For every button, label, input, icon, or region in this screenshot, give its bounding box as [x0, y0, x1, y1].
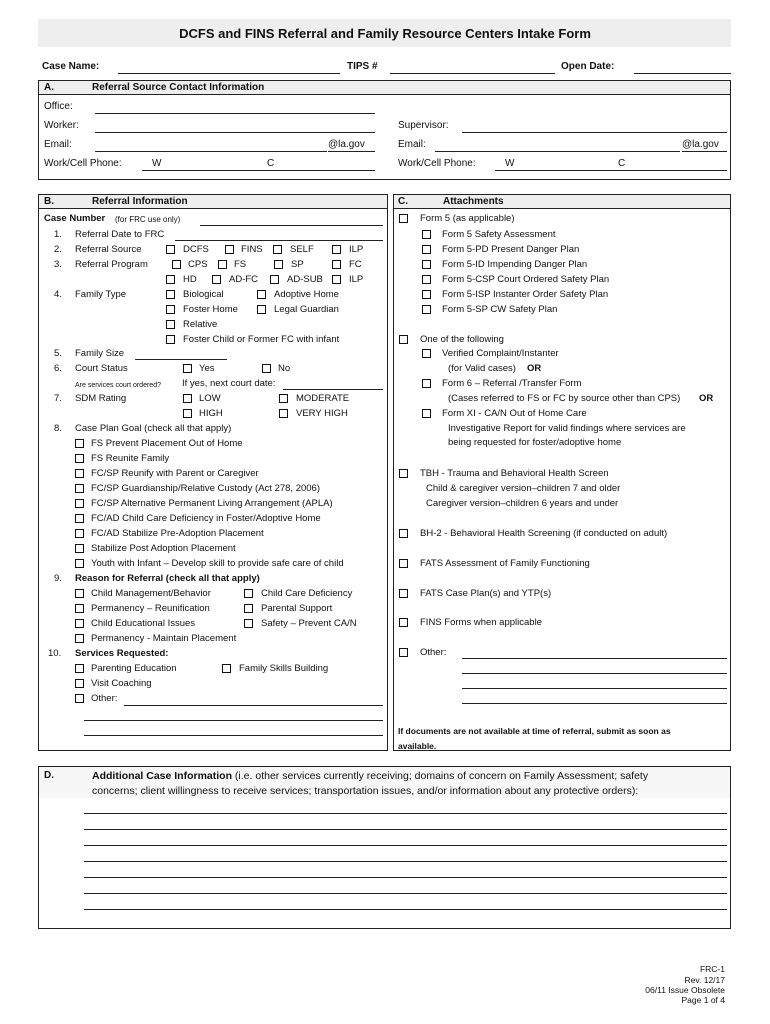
program-fc-label: FC — [349, 259, 362, 270]
worker-email-label: Email: — [44, 139, 72, 150]
tbh-label: TBH - Trauma and Behavioral Health Screen — [420, 468, 609, 479]
bh2-label: BH-2 - Behavioral Health Screening (if conducted on adult) — [420, 528, 668, 539]
tbh-checkbox[interactable] — [399, 469, 408, 478]
family-biological-label: Biological — [183, 289, 224, 300]
reason-edu-checkbox[interactable] — [75, 619, 84, 628]
fats-plan-checkbox[interactable] — [399, 589, 408, 598]
service-visit-checkbox[interactable] — [75, 679, 84, 688]
section-d-heading — [92, 770, 648, 782]
section-d-desc2: concerns; client willingness to receive services; transportation issues, and/or information about any protective orders): — [92, 785, 639, 797]
attach-other-label: Other: — [420, 647, 447, 658]
source-fins-label: FINS — [241, 244, 263, 255]
supervisor-phone-label: Work/Cell Phone: — [398, 158, 476, 169]
family-foster-child-label: Foster Child or Former FC with infant — [183, 334, 340, 345]
program-cps-checkbox[interactable] — [172, 260, 181, 269]
reason-safety-checkbox[interactable] — [244, 619, 253, 628]
formxi-label: Form XI - CA/N Out of Home Care — [442, 408, 587, 419]
program-fs-checkbox[interactable] — [218, 260, 227, 269]
additional-info-line[interactable] — [84, 845, 727, 846]
tbh-child-version: Child & caregiver version–children 7 and older — [426, 483, 621, 494]
program-ilp-checkbox[interactable] — [332, 275, 341, 284]
section-d-title: Additional Case Information — [92, 770, 233, 782]
reason-child-mgmt-label: Child Management/Behavior — [91, 588, 211, 599]
section-b-letter: B. — [44, 196, 54, 207]
family-adoptive-checkbox[interactable] — [257, 290, 266, 299]
item-number: 5. — [54, 348, 62, 359]
form-title: DCFS and FINS Referral and Family Resource Centers Intake Form — [179, 26, 591, 41]
service-other-field-2[interactable] — [84, 720, 383, 721]
worker-phone-field[interactable] — [142, 170, 375, 171]
program-hd-checkbox[interactable] — [166, 275, 175, 284]
reason-perm-reun-checkbox[interactable] — [75, 604, 84, 613]
service-other-field[interactable] — [124, 705, 383, 706]
program-sp-label: SP — [291, 259, 304, 270]
family-foster-checkbox[interactable] — [166, 305, 175, 314]
supervisor-phone-w: W — [505, 158, 515, 169]
family-legal-label: Legal Guardian — [274, 304, 339, 315]
goal-checkbox[interactable] — [75, 469, 84, 478]
goal-checkbox[interactable] — [75, 529, 84, 538]
goal-checkbox[interactable] — [75, 484, 84, 493]
fins-checkbox[interactable] — [399, 618, 408, 627]
goal-checkbox[interactable] — [75, 514, 84, 523]
additional-info-line[interactable] — [84, 813, 727, 814]
program-adfc-checkbox[interactable] — [212, 275, 221, 284]
supervisor-email-field[interactable] — [435, 151, 680, 152]
court-yes-checkbox[interactable] — [183, 364, 192, 373]
item-number: 2. — [54, 244, 62, 255]
worker-email-field[interactable] — [95, 151, 327, 152]
case-name-label: Case Name: — [42, 61, 100, 72]
section-a — [38, 80, 731, 180]
section-a-letter: A. — [44, 82, 54, 93]
form5-item-checkbox[interactable] — [422, 245, 431, 254]
supervisor-email-domain-line — [682, 151, 727, 152]
tips-label: TIPS # — [347, 61, 378, 72]
form6-label: Form 6 – Referral /Transfer Form — [442, 378, 582, 389]
referral-program-label: Referral Program — [75, 259, 148, 270]
section-a-title: Referral Source Contact Information — [92, 82, 265, 93]
form5-item-label: Form 5-PD Present Danger Plan — [442, 244, 580, 255]
goal-label: FC/SP Guardianship/Relative Custody (Act 278, 2006) — [91, 483, 320, 494]
open-date-field[interactable] — [634, 73, 731, 74]
court-no-checkbox[interactable] — [262, 364, 271, 373]
sdm-high-label: HIGH — [199, 408, 223, 419]
supervisor-email-domain: @la.gov — [682, 139, 719, 150]
goal-checkbox[interactable] — [75, 559, 84, 568]
one-of-following-checkbox[interactable] — [399, 335, 408, 344]
service-parenting-checkbox[interactable] — [75, 664, 84, 673]
services-requested-label: Services Requested: — [75, 648, 169, 659]
service-parenting-label: Parenting Education — [91, 663, 177, 674]
item-number: 4. — [54, 289, 62, 300]
supervisor-label: Supervisor: — [398, 120, 449, 131]
formxi-checkbox[interactable] — [422, 409, 431, 418]
additional-info-line[interactable] — [84, 909, 727, 910]
program-fs-label: FS — [234, 259, 247, 270]
item-number: 8. — [54, 423, 62, 434]
family-relative-checkbox[interactable] — [166, 320, 175, 329]
sdm-very-high-checkbox[interactable] — [279, 409, 288, 418]
court-yes-label: Yes — [199, 363, 215, 374]
form5-item-checkbox[interactable] — [422, 260, 431, 269]
tbh-caregiver-version: Caregiver version–children 6 years and under — [426, 498, 619, 509]
sdm-moderate-label: MODERATE — [296, 393, 350, 404]
service-family-skills-checkbox[interactable] — [222, 664, 231, 673]
court-status-label: Court Status — [75, 363, 128, 374]
sdm-moderate-checkbox[interactable] — [279, 394, 288, 403]
attach-other-field-2[interactable] — [462, 673, 727, 674]
reason-child-care-checkbox[interactable] — [244, 589, 253, 598]
goal-label: FC/AD Child Care Deficiency in Foster/Adoptive Home — [91, 513, 321, 524]
family-relative-label: Relative — [183, 319, 218, 330]
reason-parental-label: Parental Support — [261, 603, 333, 614]
family-biological-checkbox[interactable] — [166, 290, 175, 299]
item-number: 9. — [54, 573, 62, 584]
source-fins-checkbox[interactable] — [225, 245, 234, 254]
next-court-date-label: If yes, next court date: — [182, 378, 276, 389]
supervisor-field[interactable] — [462, 132, 727, 133]
reason-perm-maint-label: Permanency - Maintain Placement — [91, 633, 237, 644]
attachments-note-line1: If documents are not available at time of referral, submit as soon as — [398, 726, 671, 736]
form5-item-checkbox[interactable] — [422, 305, 431, 314]
source-ilp-checkbox[interactable] — [332, 245, 341, 254]
supervisor-email-label: Email: — [398, 139, 426, 150]
form5-item-label: Form 5-SP CW Safety Plan — [442, 304, 558, 315]
tips-field[interactable] — [390, 73, 555, 74]
service-other-checkbox[interactable] — [75, 694, 84, 703]
form5-item-checkbox[interactable] — [422, 275, 431, 284]
goal-label: FS Reunite Family — [91, 453, 170, 464]
family-legal-checkbox[interactable] — [257, 305, 266, 314]
form5-item-checkbox[interactable] — [422, 230, 431, 239]
section-c-title: Attachments — [443, 196, 504, 207]
sdm-rating-label: SDM Rating — [75, 393, 127, 404]
service-other-label: Other: — [91, 693, 118, 704]
attach-other-checkbox[interactable] — [399, 648, 408, 657]
program-sp-checkbox[interactable] — [274, 260, 283, 269]
form5-item-label: Form 5 Safety Assessment — [442, 229, 556, 240]
program-adsub-label: AD-SUB — [287, 274, 323, 285]
family-type-label: Family Type — [75, 289, 127, 300]
service-family-skills-label: Family Skills Building — [239, 663, 329, 674]
form5-item-checkbox[interactable] — [422, 290, 431, 299]
one-of-following-label: One of the following — [420, 334, 504, 345]
form5-item-label: Form 5-ID Impending Danger Plan — [442, 259, 588, 270]
family-foster-label: Foster Home — [183, 304, 238, 315]
goal-label: Stabilize Post Adoption Placement — [91, 543, 236, 554]
program-adfc-label: AD-FC — [229, 274, 259, 285]
footer-obsolete: 06/11 Issue Obsolete — [645, 985, 725, 995]
attach-other-field-3[interactable] — [462, 688, 727, 689]
program-ilp-label: ILP — [349, 274, 364, 285]
family-foster-child-checkbox[interactable] — [166, 335, 175, 344]
worker-field[interactable] — [95, 132, 375, 133]
program-adsub-checkbox[interactable] — [270, 275, 279, 284]
attach-other-field[interactable] — [462, 658, 727, 659]
office-label: Office: — [44, 101, 73, 112]
next-court-date-field[interactable] — [283, 389, 383, 390]
reason-child-care-label: Child Care Deficiency — [261, 588, 353, 599]
reason-for-referral-label: Reason for Referral (check all that apply) — [75, 573, 260, 584]
goal-label: FC/AD Stabilize Pre-Adoption Placement — [91, 528, 264, 539]
section-c-letter: C. — [398, 196, 408, 207]
fats-label: FATS Assessment of Family Functioning — [420, 558, 590, 569]
goal-label: FC/SP Alternative Permanent Living Arrangement (APLA) — [91, 498, 333, 509]
worker-email-domain: @la.gov — [328, 139, 365, 150]
or-label: OR — [527, 363, 542, 374]
valid-cases-note: (for Valid cases) — [448, 363, 516, 374]
source-ilp-label: ILP — [349, 244, 364, 255]
referral-source-label: Referral Source — [75, 244, 142, 255]
item-number: 6. — [54, 363, 62, 374]
verified-complaint-checkbox[interactable] — [422, 349, 431, 358]
reason-perm-maint-checkbox[interactable] — [75, 634, 84, 643]
source-dcfs-checkbox[interactable] — [166, 245, 175, 254]
additional-info-line[interactable] — [84, 877, 727, 878]
or-label: OR — [699, 393, 714, 404]
attachments-note-line2: available. — [398, 741, 437, 751]
source-self-checkbox[interactable] — [273, 245, 282, 254]
item-number: 1. — [54, 229, 62, 240]
section-d-desc1: (i.e. other services currently receiving; domains of concern on Family Assessment; safety — [232, 770, 649, 782]
item-number: 7. — [54, 393, 62, 404]
court-ordered-question: Are services court ordered? — [75, 382, 161, 389]
footer-page: Page 1 of 4 — [681, 995, 725, 1005]
form5-label: Form 5 (as applicable) — [420, 213, 515, 224]
family-size-label: Family Size — [75, 348, 125, 359]
open-date-label: Open Date: — [561, 61, 615, 72]
case-name-field[interactable] — [118, 73, 340, 74]
goal-label: FS Prevent Placement Out of Home — [91, 438, 243, 449]
case-number-field[interactable] — [200, 225, 383, 226]
cases-referred-note: (Cases referred to FS or FC by source other than CPS) — [448, 393, 681, 404]
item-number: 10. — [48, 648, 62, 659]
form5-checkbox[interactable] — [399, 214, 408, 223]
verified-complaint-label: Verified Complaint/Instanter — [442, 348, 559, 359]
goal-checkbox[interactable] — [75, 454, 84, 463]
family-size-field[interactable] — [135, 359, 227, 360]
form5-item-label: Form 5-ISP Instanter Order Safety Plan — [442, 289, 609, 300]
worker-phone-w: W — [152, 158, 162, 169]
case-number-label: Case Number — [44, 213, 106, 224]
fins-label: FINS Forms when applicable — [420, 617, 542, 628]
fats-checkbox[interactable] — [399, 559, 408, 568]
fats-plan-label: FATS Case Plan(s) and YTP(s) — [420, 588, 552, 599]
worker-email-domain-line — [328, 151, 375, 152]
reason-edu-label: Child Educational Issues — [91, 618, 196, 629]
sdm-high-checkbox[interactable] — [183, 409, 192, 418]
goal-label: FC/SP Reunify with Parent or Caregiver — [91, 468, 259, 479]
additional-info-line[interactable] — [84, 893, 727, 894]
worker-label: Worker: — [44, 120, 79, 131]
sdm-low-checkbox[interactable] — [183, 394, 192, 403]
reason-safety-label: Safety – Prevent CA/N — [261, 618, 357, 629]
footer-rev: Rev. 12/17 — [684, 975, 725, 985]
reason-child-mgmt-checkbox[interactable] — [75, 589, 84, 598]
form5-item-label: Form 5-CSP Court Ordered Safety Plan — [442, 274, 610, 285]
additional-info-line[interactable] — [84, 861, 727, 862]
attach-other-field-4[interactable] — [462, 703, 727, 704]
goal-label: Youth with Infant – Develop skill to provide safe care of child — [91, 558, 344, 569]
section-d-letter: D. — [44, 770, 54, 781]
investigative-report-line1: Investigative Report for valid findings where services are — [448, 423, 686, 434]
bh2-checkbox[interactable] — [399, 529, 408, 538]
goal-checkbox[interactable] — [75, 439, 84, 448]
court-no-label: No — [278, 363, 291, 374]
worker-phone-c: C — [267, 158, 275, 169]
investigative-report-line2: being requested for foster/adoptive home — [448, 437, 622, 448]
office-field[interactable] — [95, 113, 375, 114]
footer-code: FRC-1 — [699, 964, 725, 974]
additional-info-line[interactable] — [84, 829, 727, 830]
case-plan-goal-label: Case Plan Goal (check all that apply) — [75, 423, 232, 434]
case-number-note: (for FRC use only) — [115, 215, 181, 224]
source-self-label: SELF — [290, 244, 314, 255]
reason-parental-checkbox[interactable] — [244, 604, 253, 613]
program-fc-checkbox[interactable] — [332, 260, 341, 269]
program-cps-label: CPS — [188, 259, 208, 270]
worker-phone-label: Work/Cell Phone: — [44, 158, 122, 169]
section-b-title: Referral Information — [92, 196, 188, 207]
sdm-very-high-label: VERY HIGH — [296, 408, 348, 419]
goal-checkbox[interactable] — [75, 544, 84, 553]
item-number: 3. — [54, 259, 62, 270]
referral-date-label: Referral Date to FRC — [75, 229, 165, 240]
referral-date-field[interactable] — [175, 240, 383, 241]
goal-checkbox[interactable] — [75, 499, 84, 508]
supervisor-phone-field[interactable] — [495, 170, 727, 171]
sdm-low-label: LOW — [199, 393, 221, 404]
supervisor-phone-c: C — [618, 158, 626, 169]
service-visit-label: Visit Coaching — [91, 678, 152, 689]
form6-checkbox[interactable] — [422, 379, 431, 388]
program-hd-label: HD — [183, 274, 197, 285]
service-other-field-3[interactable] — [84, 735, 383, 736]
reason-perm-reun-label: Permanency – Reunification — [91, 603, 210, 614]
family-adoptive-label: Adoptive Home — [274, 289, 339, 300]
source-dcfs-label: DCFS — [183, 244, 209, 255]
